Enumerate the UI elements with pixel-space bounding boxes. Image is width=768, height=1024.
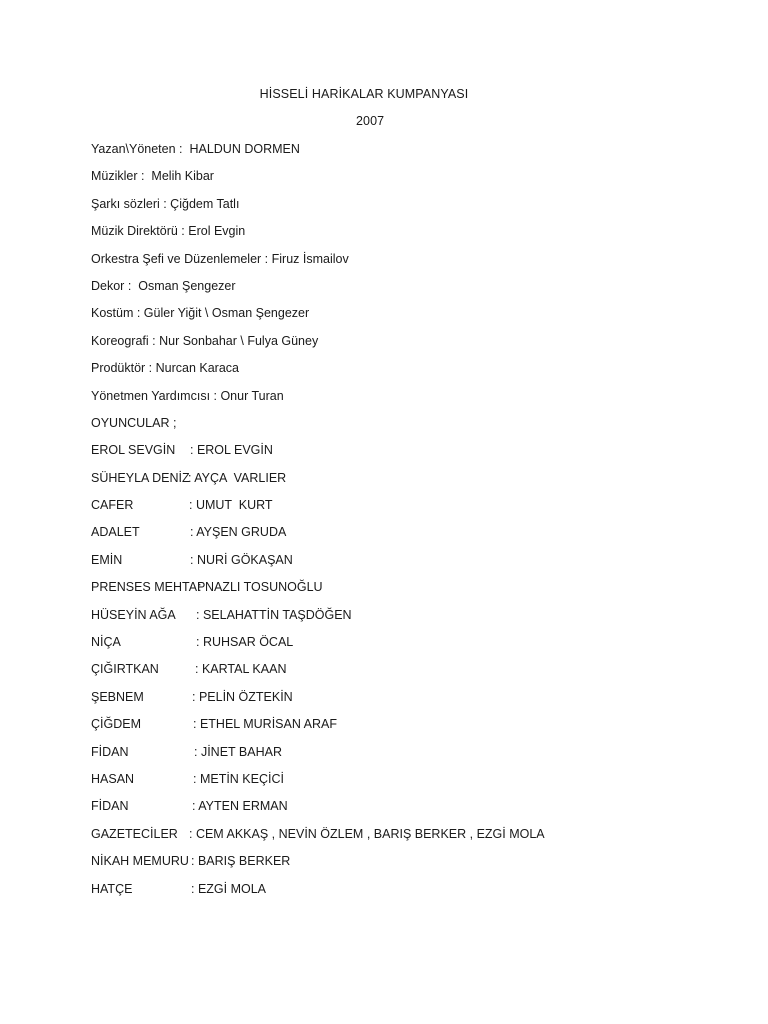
cast-role: HÜSEYİN AĞA — [91, 607, 176, 622]
credit-line: Şarkı sözleri : Çiğdem Tatlı — [91, 196, 240, 211]
cast-role: NİÇA — [91, 635, 121, 650]
cast-actor: : AYŞEN GRUDA — [190, 525, 287, 540]
cast-row — [91, 524, 731, 551]
cast-row — [91, 607, 731, 634]
cast-actor: : EZGİ MOLA — [191, 881, 267, 896]
cast-actor: : NAZLI TOSUNOĞLU — [198, 580, 323, 595]
cast-role: ADALET — [91, 525, 140, 540]
cast-row — [91, 470, 731, 497]
credit-line: Prodüktör : Nurcan Karaca — [91, 361, 239, 376]
cast-row — [91, 661, 731, 688]
cast-row — [91, 634, 731, 661]
cast-row — [91, 442, 731, 469]
cast-role: NİKAH MEMURU — [91, 854, 189, 869]
cast-actor: : CEM AKKAŞ , NEVİN ÖZLEM , BARIŞ BERKER , EZGİ MOLA — [189, 826, 545, 841]
cast-role: HASAN — [91, 771, 135, 786]
cast-row — [91, 771, 731, 798]
cast-actor: : AYÇA VARLIER — [188, 470, 287, 485]
cast-row — [91, 579, 731, 606]
cast-role: FİDAN — [91, 744, 129, 759]
cast-role: ŞEBNEM — [91, 689, 144, 704]
credit-line: Kostüm : Güler Yiğit \ Osman Şengezer — [91, 306, 310, 321]
cast-row — [91, 744, 731, 771]
cast-role: GAZETECİLER — [91, 826, 178, 841]
cast-role: HATÇE — [91, 881, 133, 896]
cast-role: ÇİĞDEM — [91, 717, 141, 732]
document-title: HİSSELİ HARİKALAR KUMPANYASI — [259, 87, 469, 101]
cast-role: CAFER — [91, 498, 134, 513]
credit-line: Koreografi : Nur Sonbahar \ Fulya Güney — [91, 333, 319, 348]
cast-role: EROL SEVGİN — [91, 443, 176, 458]
cast-role: FİDAN — [91, 799, 129, 814]
cast-row — [91, 716, 731, 743]
credit-line: Müzik Direktörü : Erol Evgin — [91, 224, 246, 239]
cast-row — [91, 552, 731, 579]
cast-heading: OYUNCULAR ; — [91, 415, 177, 430]
credits-list — [91, 141, 731, 908]
cast-row — [91, 853, 731, 880]
cast-actor: : KARTAL KAAN — [195, 662, 287, 677]
cast-actor: : ETHEL MURİSAN ARAF — [193, 717, 338, 732]
cast-actor: : METİN KEÇİCİ — [193, 771, 284, 786]
credit-line: Dekor : Osman Şengezer — [91, 278, 236, 293]
credit-line: Yönetmen Yardımcısı : Onur Turan — [91, 388, 284, 403]
credit-line: Orkestra Şefi ve Düzenlemeler : Firuz İsmailov — [91, 251, 349, 266]
cast-row — [91, 497, 731, 524]
cast-actor: : SELAHATTİN TAŞDÖĞEN — [196, 607, 352, 622]
cast-row — [91, 826, 731, 853]
cast-actor: : AYTEN ERMAN — [192, 799, 288, 814]
cast-role: SÜHEYLA DENİZ — [91, 470, 190, 485]
cast-row — [91, 798, 731, 825]
credit-line: Müzikler : Melih Kibar — [91, 169, 214, 184]
cast-role: ÇIĞIRTKAN — [91, 662, 159, 677]
cast-actor: : PELİN ÖZTEKİN — [192, 689, 293, 704]
cast-role: PRENSES MEHTAP — [91, 580, 206, 595]
cast-actor: : BARIŞ BERKER — [191, 854, 291, 869]
cast-row — [91, 689, 731, 716]
cast-actor: : RUHSAR ÖCAL — [196, 635, 294, 650]
cast-row — [91, 881, 731, 908]
document-year: 2007 — [356, 114, 385, 128]
cast-actor: : EROL EVGİN — [190, 443, 273, 458]
cast-role: EMİN — [91, 552, 123, 567]
credit-line: Yazan\Yöneten : HALDUN DORMEN — [91, 142, 300, 156]
cast-actor: : NURİ GÖKAŞAN — [190, 552, 293, 567]
cast-actor: : JİNET BAHAR — [194, 744, 282, 759]
cast-actor: : UMUT KURT — [189, 498, 273, 513]
